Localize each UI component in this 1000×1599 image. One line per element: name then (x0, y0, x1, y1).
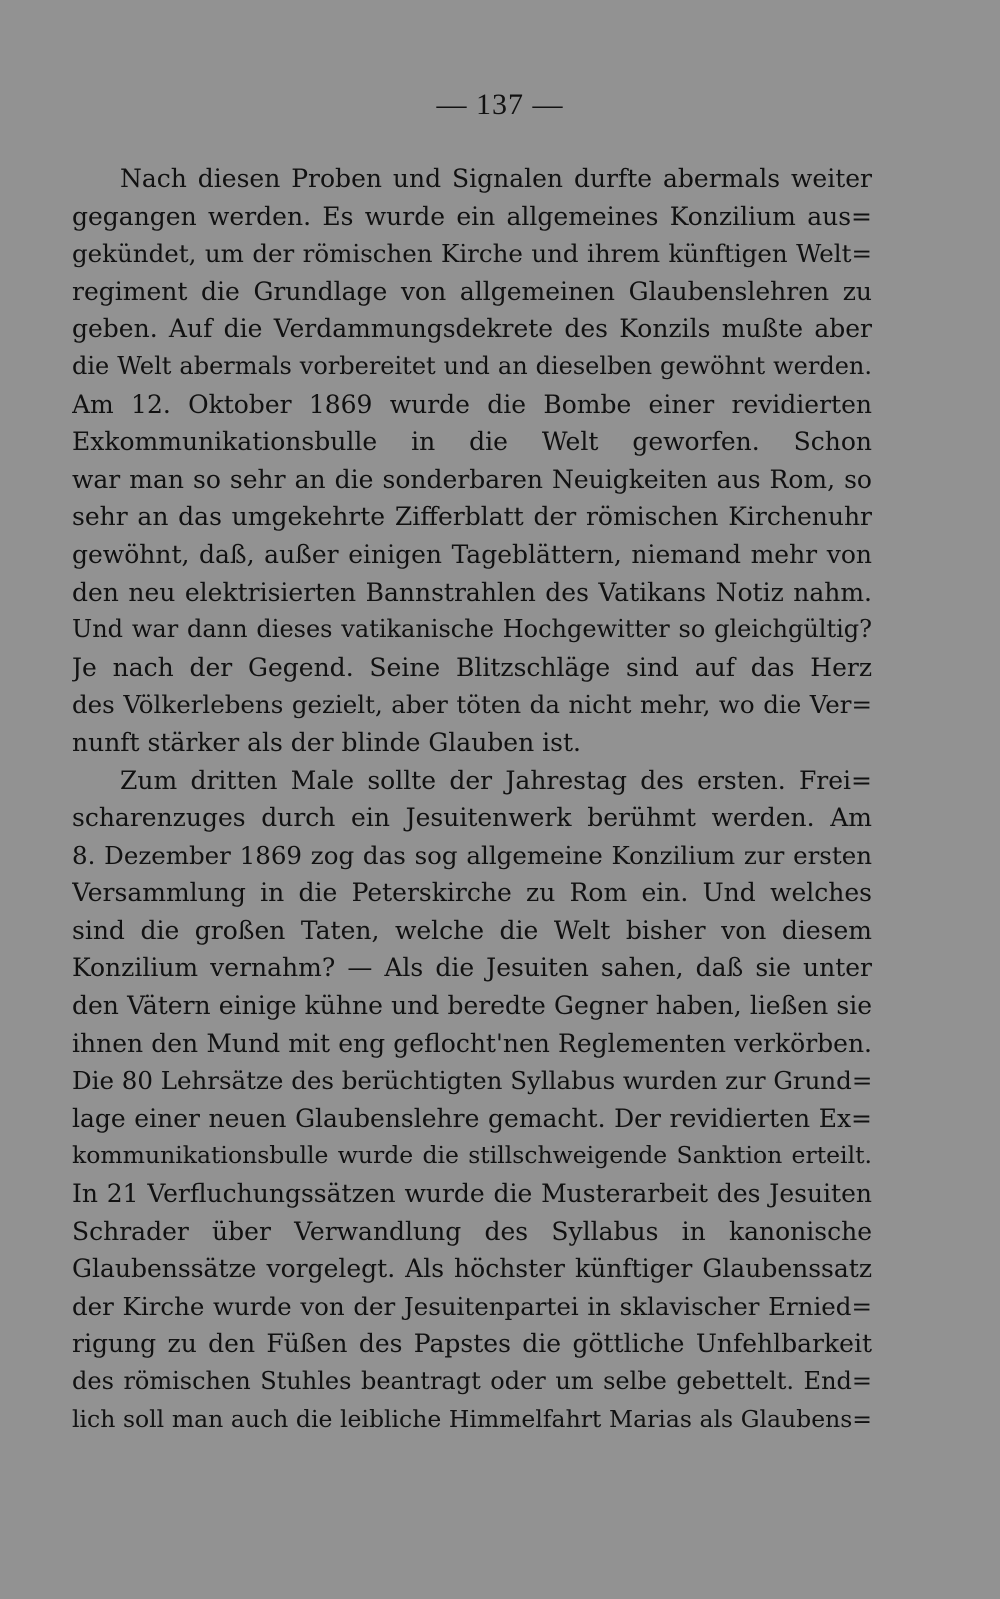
paragraph-1 (72, 160, 872, 762)
text-line: kommunikationsbulle wurde die stillschweigende Sanktion erteilt. (72, 1141, 872, 1170)
text-line: In 21 Verfluchungssätzen wurde die Musterarbeit des Jesuiten (72, 1179, 872, 1209)
body-text (72, 160, 872, 1438)
text-line: Nach diesen Proben und Signalen durfte abermals weiter (120, 164, 872, 193)
text-line: sehr an das umgekehrte Zifferblatt der römischen Kirchenuhr (72, 502, 872, 532)
text-line: 8. Dezember 1869 zog das sog allgemeine Konzilium zur ersten (72, 840, 872, 870)
text-line: regiment die Grundlage von allgemeinen Glaubenslehren zu (72, 276, 872, 306)
text-line: Glaubenssätze vorgelegt. Als höchster künftiger Glaubenssatz (72, 1254, 872, 1284)
text-line: Konzilium vernahm? — Als die Jesuiten sahen, daß sie unter (72, 953, 872, 983)
text-line: gekündet, um der römischen Kirche und ihrem künftigen Welt= (72, 239, 872, 269)
text-line: der Kirche wurde von der Jesuitenpartei in sklavischer Ernied= (72, 1291, 872, 1321)
text-line: des römischen Stuhles beantragt oder um selbe gebettelt. End= (72, 1367, 872, 1395)
text-line: Exkommunikationsbulle in die Welt geworfen. Schon (72, 427, 872, 457)
text-line: Zum dritten Male sollte der Jahrestag des ersten. Frei= (120, 765, 872, 795)
text-line: lage einer neuen Glaubenslehre gemacht. Der revidierten Ex= (72, 1103, 872, 1133)
text-line: Schrader über Verwandlung des Syllabus in kanonische (72, 1216, 872, 1246)
text-line: Und war dann dieses vatikanische Hochgewitter so gleichgültig? (72, 615, 872, 644)
text-line: Die 80 Lehrsätze des berüchtigten Syllabus wurden zur Grund= (72, 1066, 872, 1096)
text-line: die Welt abermals vorbereitet und an dieselben gewöhnt werden. (72, 351, 872, 380)
text-line: den Vätern einige kühne und beredte Gegner haben, ließen sie (72, 991, 872, 1021)
text-line: rigung zu den Füßen des Papstes die göttliche Unfehlbarkeit (72, 1329, 872, 1359)
text-line: scharenzuges durch ein Jesuitenwerk berühmt werden. Am (72, 803, 872, 833)
text-line: Versammlung in die Peterskirche zu Rom ein. Und welches (72, 878, 872, 908)
text-line: ihnen den Mund mit eng geflocht'nen Reglementen verkörben. (72, 1028, 872, 1058)
text-line: sind die großen Taten, welche die Welt bisher von diesem (72, 915, 872, 945)
page-number-header: — 137 — (436, 88, 564, 121)
text-line: des Völkerlebens gezielt, aber töten da nicht mehr, wo die Ver= (72, 690, 872, 720)
text-line: geben. Auf die Verdammungsdekrete des Konzils mußte aber (72, 314, 872, 344)
text-line: gewöhnt, daß, außer einigen Tageblättern, niemand mehr von (72, 539, 872, 569)
text-line: gegangen werden. Es wurde ein allgemeines Konzilium aus= (72, 201, 872, 231)
text-line: lich soll man auch die leibliche Himmelfahrt Marias als Glaubens= (72, 1404, 872, 1433)
paragraph-2 (72, 762, 872, 1439)
text-line: war man so sehr an die sonderbaren Neuigkeiten aus Rom, so (72, 464, 872, 494)
text-line: den neu elektrisierten Bannstrahlen des Vatikans Notiz nahm. (72, 577, 872, 607)
text-line: nunft stärker als der blinde Glauben ist. (72, 727, 581, 757)
text-line: Am 12. Oktober 1869 wurde die Bombe einer revidierten (72, 389, 872, 419)
text-line: Je nach der Gegend. Seine Blitzschläge sind auf das Herz (72, 652, 872, 682)
